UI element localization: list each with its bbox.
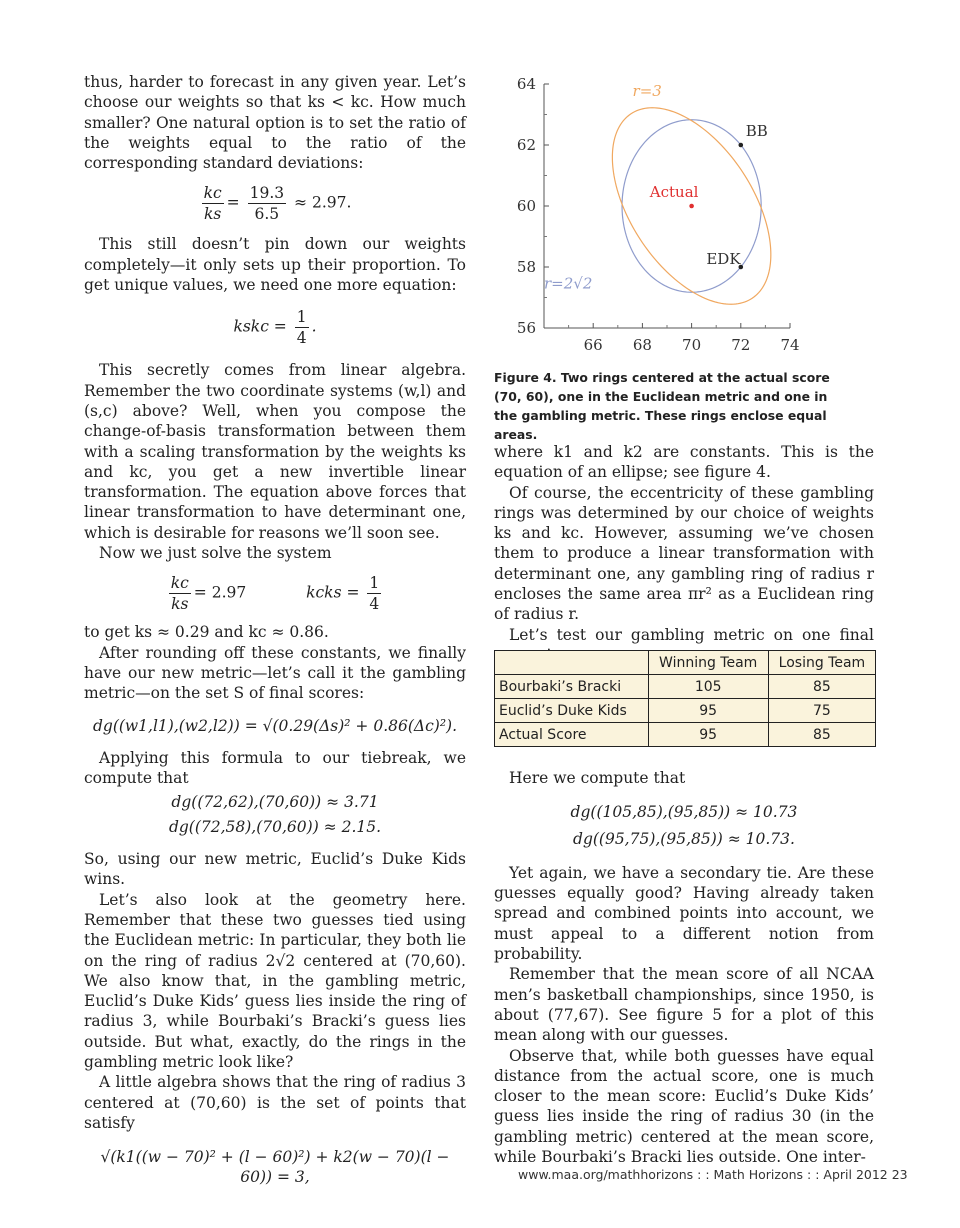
label-r3: r=3 — [632, 82, 662, 101]
paragraph: thus, harder to forecast in any given year. Let’s choose our weights so that ks < kc. How much smaller? One natural option is to set the ratio of the weights equal to the ratio of the corresponding standard deviations: — [84, 73, 466, 173]
x-tick-label: 70 — [682, 336, 702, 354]
equation-ellipse: √(k1((w − 70)² + (l − 60)²) + k2(w − 70)(l − 60)) = 3, — [100, 1148, 450, 1187]
y-tick-label: 56 — [516, 319, 536, 337]
table-cell: 105 — [648, 675, 768, 699]
x-tick-label: 66 — [583, 336, 603, 354]
paragraph: This still doesn’t pin down our weights completely—it only sets up their proportion. To get unique values, we need one more equation: — [84, 235, 466, 295]
paragraph: to get ks ≈ 0.29 and kc ≈ 0.86. — [84, 623, 329, 642]
paragraph: A little algebra shows that the ring of radius 3 centered at (70,60) is the set of points that satisfy — [84, 1073, 466, 1132]
table-header-row — [495, 651, 876, 675]
scores-table — [494, 650, 876, 747]
paragraph: Of course, the eccentricity of these gambling rings was determined by our choice of weights ks and kc. However, assuming we’ve chosen them to produce a linear transformation with determinant one, any gambling ring of radius r encloses the same area πr² as a Euclidean ring of radius r. — [494, 483, 874, 624]
equation-distance: dg((95,75),(95,85)) ≈ 10.73. — [573, 829, 795, 848]
table-row — [495, 723, 876, 747]
table-cell: 75 — [768, 699, 875, 723]
right-column — [494, 442, 874, 665]
x-tick-label: 72 — [731, 336, 751, 354]
table-header: Losing Team — [768, 651, 875, 675]
paragraph: Observe that, while both guesses have equal distance from the actual score, one is much closer to the mean score: Euclid’s Duke Kids’ guess lies inside the ring of radius 30 (in the gambling metric) centered at the mean score, while Bourbaki’s Bracki lies outside. One inter- — [494, 1046, 874, 1167]
label-edk: EDK — [706, 249, 741, 268]
equation-distance: dg((105,85),(95,85)) ≈ 10.73 — [570, 803, 798, 822]
y-tick-label: 64 — [516, 75, 536, 93]
paragraph: Applying this formula to our tiebreak, we compute that — [84, 748, 466, 788]
point-actual — [689, 204, 694, 209]
y-tick-label: 58 — [516, 258, 536, 276]
equation-system: $\frac{kc}{ks}$ = 2.97 kcks = $\frac{1}{4}$ — [170, 574, 380, 614]
table-cell: 95 — [648, 723, 768, 747]
page-footer: www.maa.org/mathhorizons : : Math Horizons : : April 2012 23 — [518, 1167, 908, 1182]
figure-4-chart — [480, 70, 820, 360]
paragraph: Let’s test our gambling metric on one final — [509, 625, 874, 644]
table-row — [495, 675, 876, 699]
point-bb — [739, 143, 744, 148]
paragraph: After rounding off these constants, we finally have our new metric—let’s call it the gambling metric—on the set S of final scores: — [84, 643, 466, 703]
x-tick-label: 74 — [780, 336, 800, 354]
table-cell: 95 — [648, 699, 768, 723]
paragraph: This secretly comes from linear algebra. Remember the two coordinate systems (w,l) and (s,c) above? Well, when you compose the change-of-basis transformation between them with a scaling transformation by the weights ks and kc, you get a new invertible linear transformation. The equation above forces that linear transformation to have determinant one, which is desirable for reasons we’ll soon see. — [84, 361, 466, 542]
equation-metric: dg((w1,l1),(w2,l2)) = √(0.29(Δs)² + 0.86(Δc)²). — [92, 716, 458, 735]
x-tick-label: 68 — [632, 336, 652, 354]
paragraph: Remember that the mean score of all NCAA men’s basketball championships, since 1950, is about (77,67). See figure 5 for a plot of this mean along with our guesses. — [494, 965, 874, 1045]
paragraph: Let’s also look at the geometry here. Remember that these two guesses tied using the Euclidean metric: In particular, they both lie on the ring of radius 2√2 centered at (70,60). We also know that, in the gambling metric, Euclid’s Duke Kids’ guess lies inside the ring of radius 3, while Bourbaki’s Bracki’s guess lies outside. But what, exactly, do the rings in the gambling metric look like? — [84, 890, 466, 1071]
equation-distance: dg((72,58),(70,60)) ≈ 2.15. — [168, 817, 382, 836]
table-cell — [495, 651, 649, 675]
right-column-lower — [494, 768, 874, 1167]
table-row — [495, 699, 876, 723]
table-cell: 85 — [768, 675, 875, 699]
equation-distance: dg((72,62),(70,60)) ≈ 3.71 — [171, 793, 379, 812]
left-column — [84, 72, 466, 1188]
paragraph: Yet again, we have a secondary tie. Are these guesses equally good? Having already taken spread and combined points into account, we must appeal to a different notion from probability. — [494, 863, 874, 964]
paragraph: Now we just solve the system — [99, 544, 332, 563]
table-header: Winning Team — [648, 651, 768, 675]
equation-product: kskc = $\frac{1}{4}$ . — [233, 308, 317, 348]
y-tick-label: 60 — [516, 197, 536, 215]
label-actual: Actual — [649, 182, 699, 201]
table-cell: Bourbaki’s Bracki — [495, 675, 649, 699]
y-tick-label: 62 — [516, 136, 536, 154]
label-r2: r=2√2 — [544, 274, 593, 293]
table-cell: Actual Score — [495, 723, 649, 747]
paragraph: So, using our new metric, Euclid’s Duke Kids wins. — [84, 850, 466, 889]
table-cell: Euclid’s Duke Kids — [495, 699, 649, 723]
equation-ratio: $\frac{kc}{ks}$ = $\frac{19.3}{6.5}$ ≈ 2.97. — [203, 184, 352, 224]
label-bb: BB — [745, 121, 768, 140]
figure-caption: Figure 4. Two rings centered at the actual score (70, 60), one in the Euclidean metric and one in the gambling metric. These rings enclose equal areas. — [494, 370, 830, 442]
paragraph: where k1 and k2 are constants. This is the equation of an ellipse; see figure 4. — [494, 443, 874, 482]
table-cell: 85 — [768, 723, 875, 747]
paragraph: Here we compute that — [509, 769, 686, 787]
